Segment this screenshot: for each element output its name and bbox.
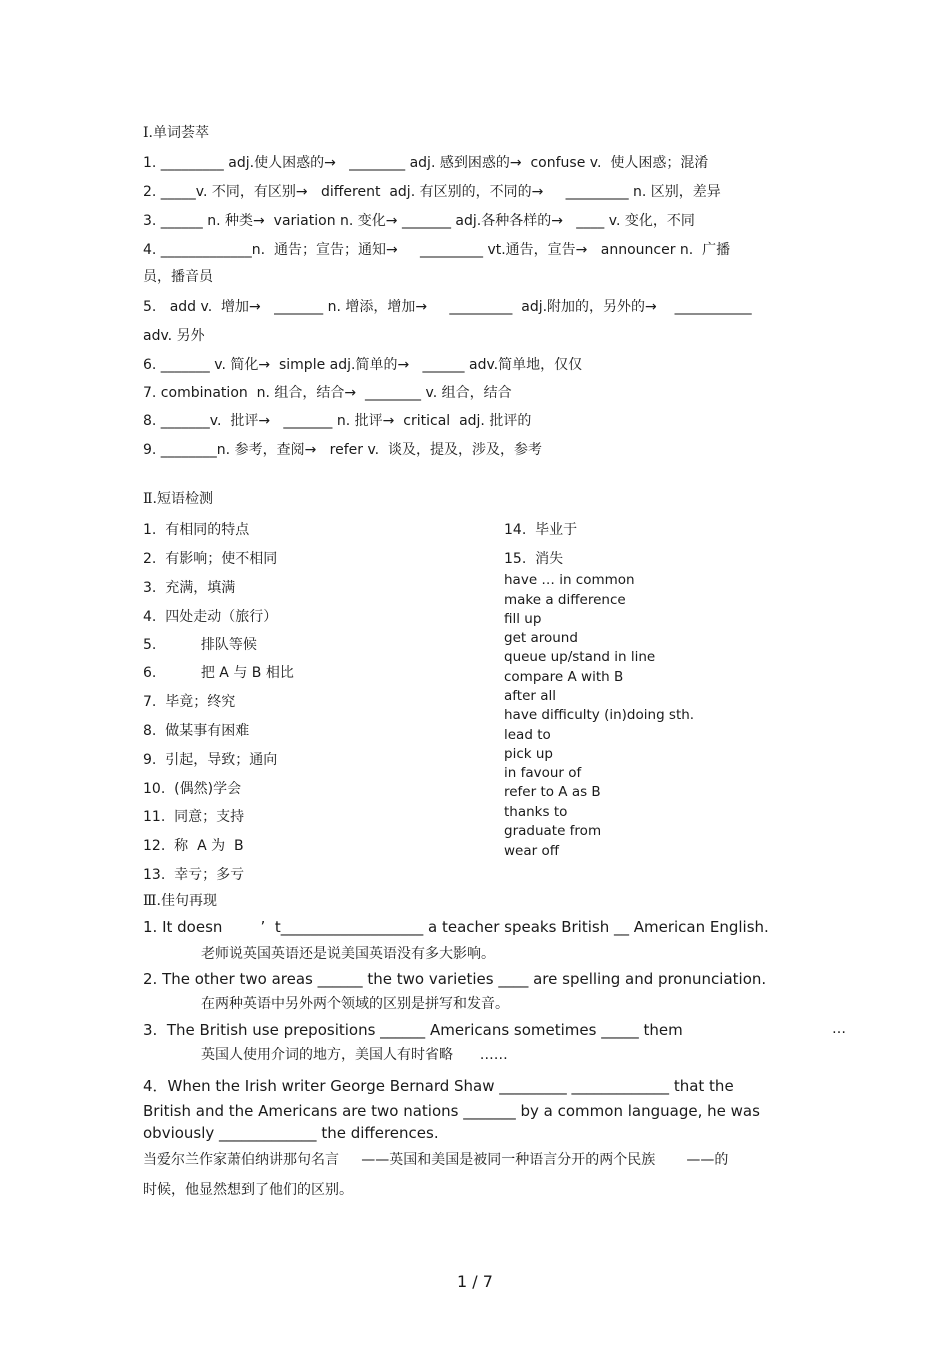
phrase-item: 2. 有影响；使不相同 — [143, 551, 278, 567]
phrase-item: 7. 毕竟；终究 — [143, 694, 236, 710]
vocab-line-5: 5. add v. 增加→ _______ n. 增添，增加→ _________ adj.附加的，另外的→ ___________ — [143, 299, 752, 315]
phrase-item: 8. 做某事有困难 — [143, 723, 250, 739]
section2-heading: Ⅱ.短语检测 — [143, 491, 213, 507]
section3-heading: Ⅲ.佳句再现 — [143, 893, 217, 909]
phrase-answer: refer to A as B — [504, 784, 601, 800]
sentence-4-cn-2: 时候，他显然想到了他们的区别。 — [143, 1182, 353, 1198]
phrase-answer: have difficulty (in)doing sth. — [504, 707, 695, 723]
vocab-line-8: 8. _______v. 批评→ _______ n. 批评→ critical adj. 批评的 — [143, 413, 532, 429]
phrase-answer: queue up/stand in line — [504, 649, 656, 665]
vocab-line-1: 1. _________ adj.使人困惑的→ ________ adj. 感到困惑的→ confuse v. 使人困惑；混淆 — [143, 155, 709, 171]
sentence-4-en-3: obviously _____________ the differences. — [143, 1124, 439, 1142]
vocab-line-3: 3. ______ n. 种类→ variation n. 变化→ _______ adj.各种各样的→ ____ v. 变化，不同 — [143, 213, 695, 229]
vocab-line-6: 6. _______ v. 简化→ simple adj.简单的→ ______ adv.简单地，仅仅 — [143, 357, 583, 373]
sentence-2-en: 2. The other two areas ______ the two varieties ____ are spelling and pronunciation. — [143, 970, 767, 988]
vocab-line-9: 9. ________n. 参考，查阅→ refer v. 谈及，提及，涉及，参考 — [143, 442, 543, 458]
vocab-line-4-cont: 员，播音员 — [143, 269, 213, 285]
phrase-item: 3. 充满，填满 — [143, 580, 236, 596]
phrase-answer: get around — [504, 630, 578, 646]
section1-heading: Ⅰ.单词荟萃 — [143, 125, 209, 141]
phrase-answer: compare A with B — [504, 669, 624, 685]
vocab-line-7: 7. combination n. 组合，结合→ ________ v. 组合，结合 — [143, 385, 512, 401]
phrase-item: 10. (偶然)学会 — [143, 781, 242, 797]
phrase-answer: fill up — [504, 611, 542, 627]
sentence-3-ellipsis: … — [832, 1021, 846, 1037]
sentence-4-en-2: British and the Americans are two nations _______ by a common language, he was — [143, 1102, 760, 1120]
phrase-item: 15. 消失 — [504, 551, 564, 567]
phrase-answer: after all — [504, 688, 557, 704]
phrase-item: 11. 同意；支持 — [143, 809, 245, 825]
phrase-answer: lead to — [504, 727, 551, 743]
phrase-item: 13. 幸亏；多亏 — [143, 867, 245, 883]
sentence-4-en-1: 4．When the Irish writer George Bernard Shaw _________ _____________ that the — [143, 1077, 734, 1095]
sentence-3-cn: 英国人使用介词的地方，美国人有时省略 …… — [201, 1047, 508, 1063]
phrase-answer: wear off — [504, 843, 560, 859]
vocab-line-5-cont: adv. 另外 — [143, 328, 205, 344]
sentence-3-en: 3. The British use prepositions ______ Americans sometimes _____ them — [143, 1021, 683, 1039]
phrase-item: 5. 排队等候 — [143, 637, 257, 653]
page-number: 1 / 7 — [457, 1272, 493, 1291]
phrase-answer: thanks to — [504, 804, 568, 820]
phrase-answer: in favour of — [504, 765, 582, 781]
vocab-line-4: 4. _____________n. 通告；宣告；通知→ _________ vt.通告，宣告→ announcer n. 广播 — [143, 242, 731, 258]
phrase-item: 9. 引起，导致；通向 — [143, 752, 278, 768]
phrase-answer: graduate from — [504, 823, 602, 839]
sentence-4-cn-1: 当爱尔兰作家萧伯纳讲那句名言 ——英国和美国是被同一种语言分开的两个民族 ——的 — [143, 1152, 729, 1168]
sentence-2-cn: 在两种英语中另外两个领域的区别是拼写和发音。 — [201, 996, 509, 1012]
phrase-item: 1. 有相同的特点 — [143, 522, 250, 538]
sentence-1-en: 1. It doesn ’ t___________________ a teacher speaks British __ American English. — [143, 918, 769, 936]
phrase-item: 6. 把 A 与 B 相比 — [143, 665, 294, 681]
phrase-item: 4. 四处走动（旅行） — [143, 609, 278, 625]
phrase-answer: pick up — [504, 746, 553, 762]
phrase-answer: make a difference — [504, 592, 626, 608]
vocab-line-2: 2. _____v. 不同，有区别→ different adj. 有区别的，不同的→ _________ n. 区别，差异 — [143, 184, 721, 200]
sentence-1-cn: 老师说英国英语还是说美国英语没有多大影响。 — [201, 946, 495, 962]
phrase-item: 12. 称 A 为 B — [143, 838, 244, 854]
phrase-item: 14. 毕业于 — [504, 522, 578, 538]
phrase-answer: have … in common — [504, 572, 635, 588]
